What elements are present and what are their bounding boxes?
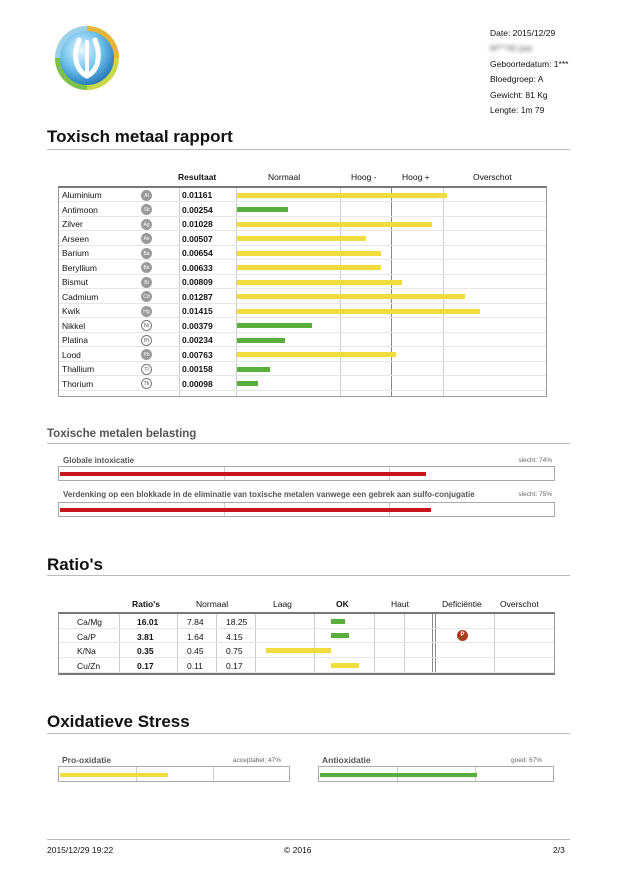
toxic-report-title: Toxisch metaal rapport [47, 127, 233, 146]
ratio-value: 3.81 [137, 631, 154, 642]
metal-name: Nikkel [62, 320, 86, 331]
col-header-ratio-excess: Overschot [500, 599, 539, 609]
patient-name: M***40 jaar [490, 43, 533, 54]
antioxidation-bar [320, 773, 477, 777]
col-header-high-minus: Hoog - [351, 172, 377, 182]
metal-name: Cadmium [62, 291, 99, 302]
element-symbol-badge: Ag [141, 219, 152, 230]
patient-bloodgroup: Bloedgroep: A [490, 74, 544, 85]
patient-height: Lengte: 1m 79 [490, 105, 545, 116]
global-intoxication-label: Globale intoxicatie [63, 456, 135, 465]
ratio-level-bar [266, 648, 331, 653]
table-row [59, 629, 554, 644]
section-divider [47, 149, 570, 150]
metal-level-bar [237, 367, 270, 372]
footer-divider [47, 839, 570, 840]
table-row [59, 333, 546, 347]
ratio-level-bar [331, 633, 349, 638]
metal-result-value: 0.00234 [182, 335, 213, 345]
metal-name: Aluminium [62, 190, 102, 200]
section-divider [47, 733, 570, 734]
ratio-value: 0.17 [137, 661, 154, 672]
ratio-level-bar [331, 663, 360, 668]
metal-level-bar [237, 381, 258, 386]
col-header-normal: Normaal [268, 172, 301, 182]
ratios-title: Ratio's [47, 555, 103, 574]
metal-level-bar [237, 294, 465, 299]
antioxidation-gauge [318, 766, 554, 782]
col-header-ok: OK [336, 599, 349, 609]
metal-result-value: 0.00633 [182, 262, 213, 273]
element-symbol-badge: Bi [141, 277, 152, 288]
ratio-name: K/Na [77, 646, 96, 657]
metal-level-bar [237, 352, 396, 357]
metal-name: Barium [62, 248, 89, 258]
element-symbol-badge: Al [141, 190, 152, 201]
section-divider [47, 443, 570, 444]
table-row [59, 203, 546, 217]
ratio-level-bar [331, 619, 345, 624]
element-symbol-badge: Ba [141, 248, 152, 259]
metal-level-bar [237, 280, 402, 285]
element-symbol-badge: Cd [141, 291, 152, 302]
section-divider [47, 575, 570, 576]
metal-name: Platina [62, 335, 88, 345]
pro-oxidation-bar [60, 773, 168, 777]
ratio-normal-max: 0.17 [226, 661, 243, 672]
metal-name: Arseen [62, 233, 89, 244]
metal-level-bar [237, 338, 285, 343]
table-row [59, 643, 554, 658]
pro-oxidation-gauge [58, 766, 290, 782]
table-row [59, 658, 554, 673]
metal-name: Bismut [62, 277, 88, 287]
metal-name: Thallium [62, 364, 95, 374]
global-intoxication-gauge [58, 466, 555, 481]
table-row [59, 362, 546, 376]
element-symbol-badge: Be [141, 262, 152, 273]
table-row [59, 319, 546, 333]
antioxidation-status: goed: 67% [511, 757, 543, 764]
ratio-value: 16.01 [137, 617, 159, 627]
metal-result-value: 0.00809 [182, 277, 213, 287]
ratio-normal-min: 1.64 [187, 631, 204, 642]
metal-name: Zilver [62, 219, 83, 229]
table-row [59, 188, 546, 202]
metal-name: Beryllium [62, 262, 97, 273]
footer-datetime: 2015/12/29 19:22 [47, 845, 114, 855]
metal-result-value: 0.01028 [182, 219, 213, 229]
metal-level-bar [237, 193, 447, 198]
patient-birthdate: Geboortedatum: 1*** [490, 58, 569, 69]
table-row [59, 217, 546, 231]
metal-result-value: 0.00379 [182, 320, 213, 331]
element-symbol-badge: Sb [141, 204, 152, 215]
metal-result-value: 0.00763 [182, 349, 213, 360]
blockade-bar [60, 508, 431, 512]
global-intoxication-status: slecht: 74% [518, 457, 552, 464]
table-row [59, 377, 546, 391]
antioxidation-label: Antioxidatie [322, 755, 371, 765]
ratio-normal-max: 0.75 [226, 646, 243, 657]
element-symbol-badge: Th [141, 378, 152, 389]
deficiency-badge: P [457, 630, 468, 641]
table-row [59, 348, 546, 362]
ratio-normal-max: 18.25 [226, 617, 248, 627]
metal-level-bar [237, 236, 366, 241]
table-row [59, 290, 546, 304]
element-symbol-badge: As [141, 233, 152, 244]
toxic-metals-table [58, 186, 547, 397]
footer-page-number: 2/3 [553, 845, 565, 855]
metal-result-value: 0.00254 [182, 204, 213, 215]
col-header-result: Resultaat [178, 172, 217, 182]
metal-name: Antimoon [62, 204, 98, 215]
metal-level-bar [237, 222, 432, 227]
element-symbol-badge: Pt [141, 335, 152, 346]
metal-level-bar [237, 265, 381, 270]
col-header-ratio: Ratio's [132, 599, 160, 609]
metal-name: Thorium [62, 378, 94, 389]
metal-result-value: 0.00158 [182, 364, 213, 374]
metal-result-value: 0.00098 [182, 378, 213, 389]
metal-level-bar [237, 207, 288, 212]
col-header-low: Laag [273, 599, 292, 609]
metal-result-value: 0.00654 [182, 248, 213, 258]
patient-info [490, 26, 568, 118]
ratio-name: Cu/Zn [77, 661, 101, 672]
metal-level-bar [237, 251, 381, 256]
oxidative-title: Oxidatieve Stress [47, 712, 190, 731]
metal-result-value: 0.01287 [182, 291, 213, 302]
blockade-gauge [58, 502, 555, 517]
metal-result-value: 0.01161 [182, 190, 213, 200]
ratio-name: Ca/P [77, 631, 96, 642]
pro-oxidation-status: acceptabel: 47% [233, 757, 282, 764]
metal-result-value: 0.00507 [182, 233, 213, 244]
metal-level-bar [237, 323, 312, 328]
ratio-normal-min: 0.45 [187, 646, 204, 657]
blockade-status: slecht: 75% [518, 491, 552, 498]
patient-weight: Gewicht: 81 Kg [490, 89, 548, 100]
ratios-table [58, 612, 555, 675]
metal-name: Lood [62, 349, 81, 360]
table-row [59, 304, 546, 318]
element-symbol-badge: Pb [141, 349, 152, 360]
table-row [59, 232, 546, 246]
table-row [59, 246, 546, 260]
element-symbol-badge: Hg [141, 306, 152, 317]
pro-oxidation-label: Pro-oxidatie [62, 755, 112, 765]
col-header-high-plus: Hoog + [402, 172, 430, 182]
ratio-normal-max: 4.15 [226, 631, 243, 642]
element-symbol-badge: Ni [141, 320, 152, 331]
col-header-ratio-normal: Normaal [196, 599, 229, 609]
footer-copyright: © 2016 [284, 845, 312, 855]
global-intoxication-bar [60, 472, 426, 476]
company-logo [53, 24, 121, 92]
toxic-load-title: Toxische metalen belasting [47, 428, 197, 440]
element-symbol-badge: Tl [141, 364, 152, 375]
metal-name: Kwik [62, 306, 80, 316]
table-row [59, 275, 546, 289]
col-header-excess: Overschot [473, 172, 512, 182]
table-row [59, 614, 554, 629]
ratio-normal-min: 0.11 [187, 661, 203, 672]
col-header-high: Haut [391, 599, 409, 609]
table-row [59, 261, 546, 275]
ratio-normal-min: 7.84 [187, 617, 204, 627]
col-header-deficiency: Deficiëntie [442, 599, 482, 609]
metal-result-value: 0.01415 [182, 306, 213, 316]
ratio-value: 0.35 [137, 646, 154, 657]
ratio-name: Ca/Mg [77, 617, 103, 627]
gauge-divider [213, 767, 214, 781]
report-date: Date: 2015/12/29 [490, 28, 556, 38]
blockade-label: Verdenking op een blokkade in de eliminatie van toxische metalen vanwege een gebrek aan sulfo-conjugatie [63, 490, 475, 499]
metal-level-bar [237, 309, 480, 314]
